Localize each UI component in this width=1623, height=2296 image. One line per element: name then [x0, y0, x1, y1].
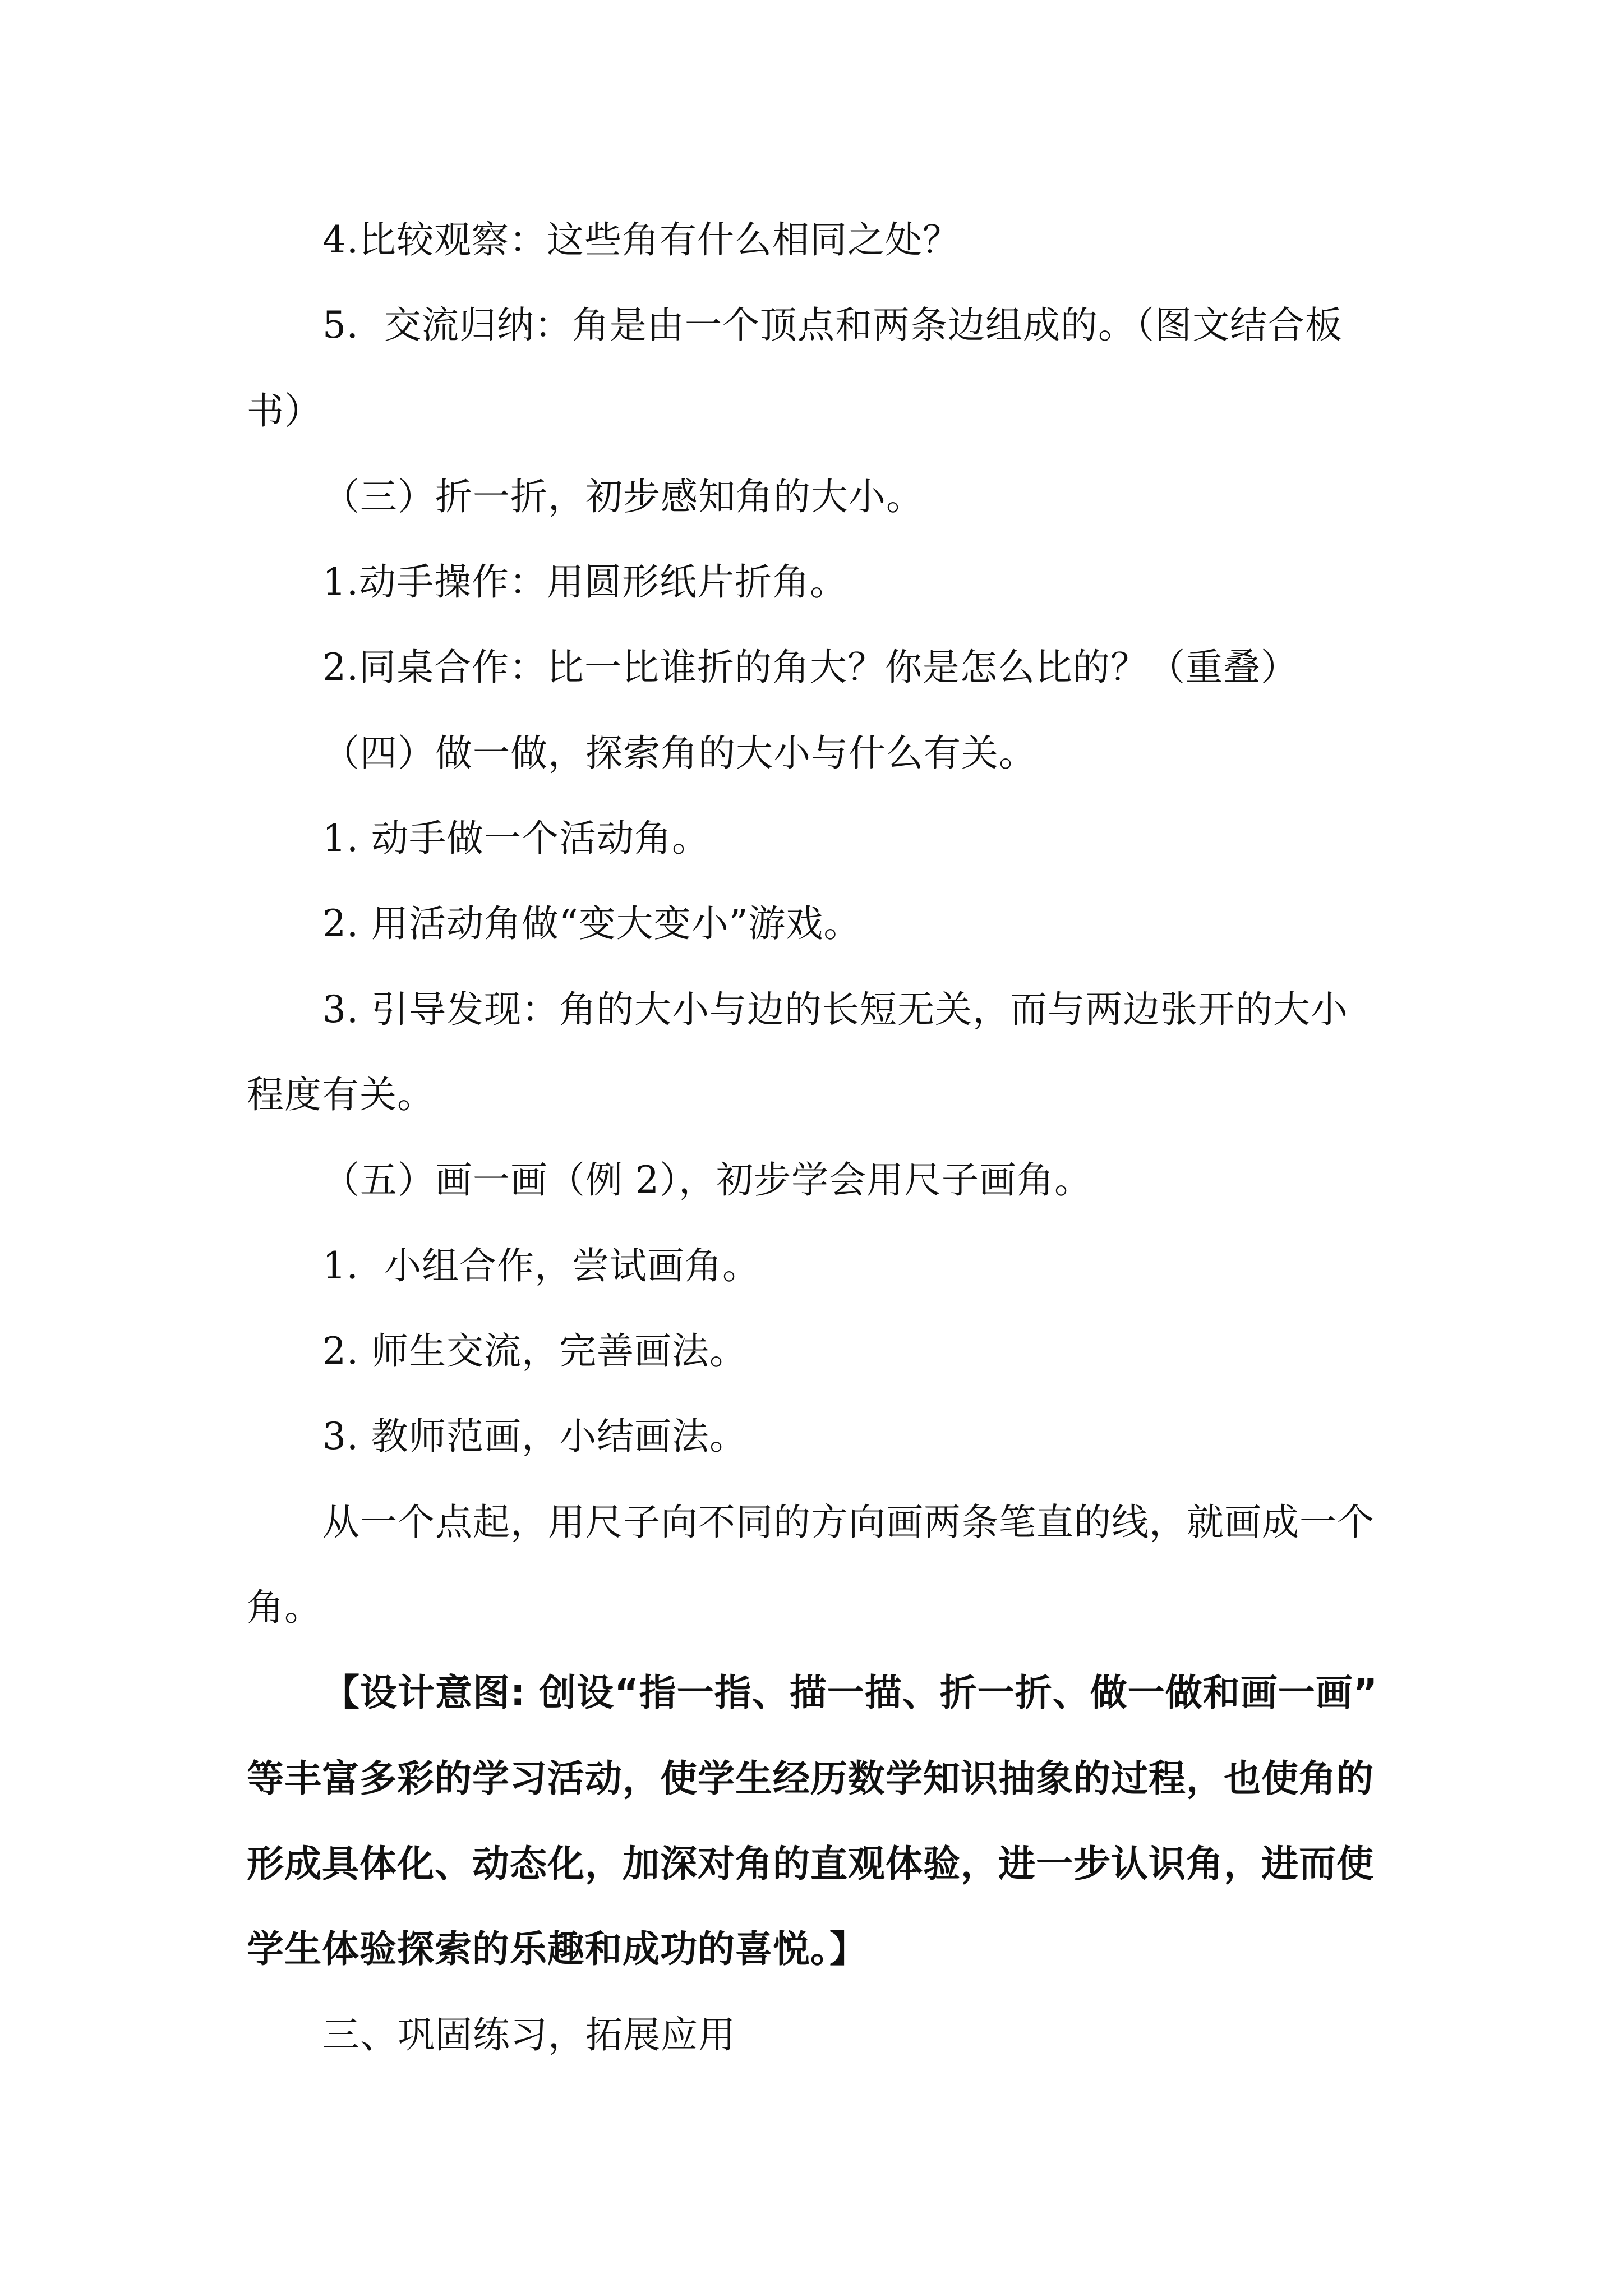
text-line-3: 书）	[247, 389, 322, 432]
design-intent-line-2: 等丰富多彩的学习活动，使学生经历数学知识抽象的过程，也使角的	[247, 1757, 1374, 1800]
text-line-8: 1. 动手做一个活动角。	[322, 817, 709, 860]
section-heading-4: （四）做一做，探索角的大小与什么有关。	[322, 731, 1036, 775]
text-line-5: 1.动手操作：用圆形纸片折角。	[322, 560, 847, 604]
text-line-10: 3. 引导发现：角的大小与边的长短无关，而与两边张开的大小	[322, 988, 1348, 1031]
text-line-17: 角。	[247, 1586, 322, 1629]
text-line-16: 从一个点起，用尺子向不同的方向画两条笔直的线，就画成一个	[322, 1501, 1375, 1544]
text-line-6: 2.同桌合作：比一比谁折的角大？你是怎么比的？（重叠）	[322, 646, 1298, 689]
section-heading-consolidation: 三、巩固练习，拓展应用	[322, 2013, 736, 2056]
text-line-13: 1．小组合作，尝试画角。	[322, 1244, 760, 1287]
design-intent-line-3: 形成具体化、动态化，加深对角的直观体验，进一步认识角，进而使	[247, 1842, 1374, 1885]
section-heading-3: （三）折一折，初步感知角的大小。	[322, 475, 924, 518]
text-line-1: 4.比较观察：这些角有什么相同之处？	[322, 218, 960, 261]
text-line-14: 2. 师生交流，完善画法。	[322, 1329, 747, 1373]
text-line-9: 2. 用活动角做“变大变小”游戏。	[322, 902, 861, 945]
text-line-2: 5．交流归纳：角是由一个顶点和两条边组成的。（图文结合板	[322, 303, 1343, 347]
text-line-15: 3. 教师范画，小结画法。	[322, 1415, 747, 1458]
design-intent-line-4: 学生体验探索的乐趣和成功的喜悦。】	[247, 1927, 867, 1971]
text-line-11: 程度有关。	[247, 1073, 435, 1116]
design-intent-line-1: 【设计意图: 创设“指一指、描一描、折一折、做一做和画一画”	[322, 1671, 1378, 1714]
section-heading-5: （五）画一画（例 2），初步学会用尺子画角。	[322, 1158, 1092, 1202]
